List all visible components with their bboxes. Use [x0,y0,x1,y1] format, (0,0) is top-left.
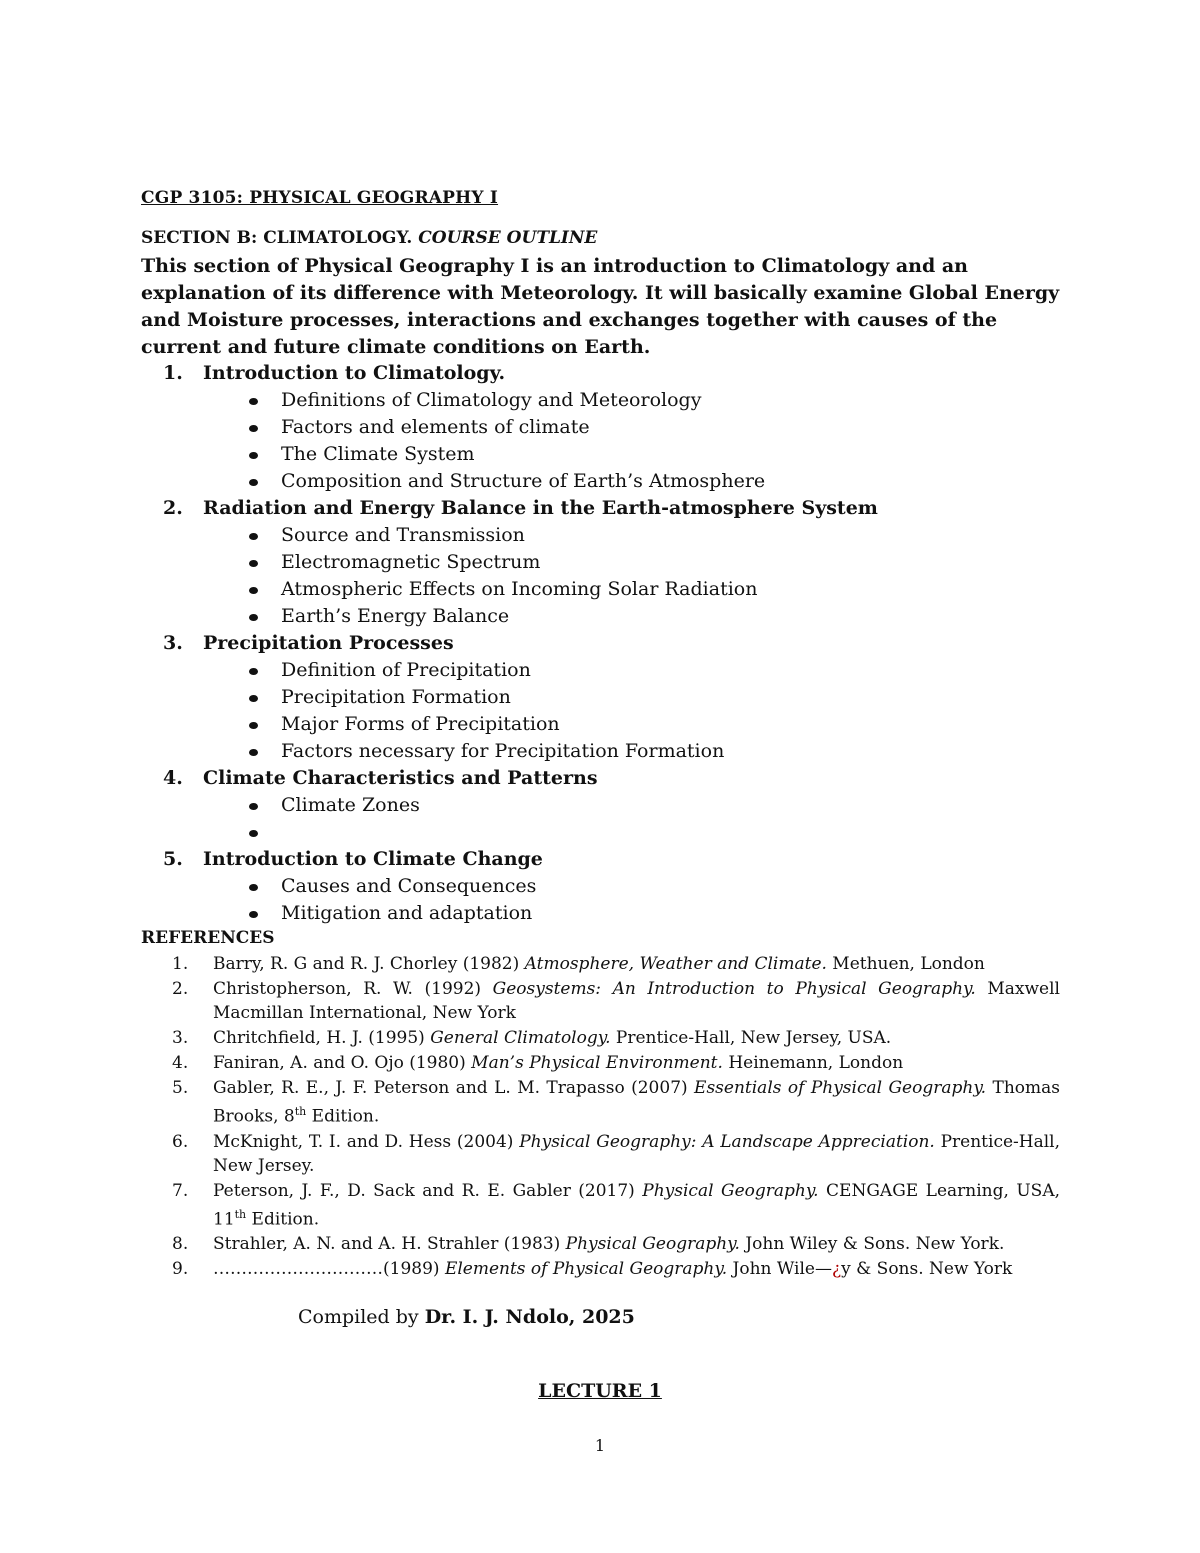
reference-authors: Gabler, R. E., J. F. Peterson and L. M. Trapasso (2007) [213,1078,695,1098]
bullet-item [163,576,1063,603]
bullet-item [163,549,1063,576]
topic-heading [163,765,1063,792]
bullet-item [163,684,1063,711]
reference-title: Physical Geography. [642,1180,819,1201]
reference-publisher: Prentice-Hall, New Jersey, USA. [610,1028,892,1048]
topic-number: 3. [163,632,183,654]
reference-text [213,952,1060,976]
bullet-list [163,522,1063,630]
bullet-item [163,522,1063,549]
bullet-dot-icon [249,911,258,918]
bullet-dot-icon [249,830,258,837]
reference-text [213,1026,1060,1050]
bullet-item [163,819,1063,846]
bullet-dot-icon [249,425,258,432]
topic-title: Climate Characteristics and Patterns [203,767,598,789]
reference-text [213,1051,1060,1075]
section-label: SECTION B: CLIMATOLOGY. [141,228,419,248]
bullet-item [163,414,1063,441]
bullet-dot-icon [249,614,258,621]
reference-number: 2. [172,979,189,999]
lecture-heading: LECTURE 1 [538,1380,662,1402]
topic-item [163,360,1063,495]
reference-item [172,1076,1060,1129]
reference-tail: Edition. [246,1209,320,1230]
topic-heading [163,495,1063,522]
bullet-text: Source and Transmission [281,524,525,546]
bullet-item [163,657,1063,684]
page-number: 1 [594,1436,606,1455]
reference-superscript: th [294,1105,307,1118]
reference-publisher: Thomas Brooks, 8 [213,1078,1060,1127]
reference-number: 7. [172,1180,189,1201]
reference-publisher: CENGAGE Learning, USA, 11 [213,1180,1060,1230]
topic-number: 2. [163,497,183,519]
bullet-text: Climate Zones [281,794,420,816]
topic-item [163,846,1063,927]
reference-authors: Faniran, A. and O. Ojo (1980) [213,1053,472,1073]
reference-publisher: John Wiley & Sons. New York. [739,1234,1005,1255]
bullet-dot-icon [249,560,258,567]
topic-number: 1. [163,362,183,384]
reference-text [213,1179,1060,1232]
bullet-dot-icon [249,587,258,594]
reference-text [213,977,1060,1025]
reference-number: 9. [172,1259,189,1280]
bullet-dot-icon [249,398,258,405]
reference-authors: Christopherson, R. W. (1992) [213,979,493,999]
topic-item [163,630,1063,765]
bullet-text: Atmospheric Effects on Incoming Solar Radiation [281,578,758,600]
bullet-list [163,873,1063,927]
topic-heading [163,630,1063,657]
bullet-text: Causes and Consequences [281,875,537,897]
compiled-prefix: Compiled by [298,1306,425,1328]
reference-title: Physical Geography: A Landscape Appreciation. [519,1131,935,1152]
reference-text [213,1130,1060,1178]
reference-item [172,1232,1060,1256]
bullet-list [163,657,1063,765]
bullet-item [163,711,1063,738]
reference-tail: Edition. [306,1106,380,1127]
topic-title: Precipitation Processes [203,632,454,654]
reference-item [172,1026,1060,1050]
reference-glyph: ¿ [832,1259,842,1280]
references-heading: REFERENCES [141,928,275,948]
bullet-dot-icon [249,722,258,729]
reference-title: Geosystems: An Introduction to Physical Geography. [492,979,976,999]
bullet-dot-icon [249,479,258,486]
section-italic: COURSE OUTLINE [418,228,598,248]
bullet-item [163,603,1063,630]
reference-superscript: th [234,1207,247,1221]
bullet-text: Precipitation Formation [281,686,511,708]
bullet-dot-icon [249,803,258,810]
reference-authors: McKnight, T. I. and D. Hess (2004) [213,1131,520,1152]
reference-item [172,1257,1060,1281]
topic-title: Introduction to Climate Change [203,848,543,870]
bullet-text: Definition of Precipitation [281,659,531,681]
reference-authors: Barry, R. G and R. J. Chorley (1982) [213,954,525,974]
reference-title: Elements of Physical Geography. [444,1259,728,1280]
reference-title: Essentials of Physical Geography. [694,1078,987,1098]
reference-publisher: Heinemann, London [722,1053,904,1073]
reference-number: 1. [172,954,189,974]
reference-authors: …………………………(1989) [213,1259,445,1280]
topic-item [163,495,1063,630]
topic-title: Introduction to Climatology. [203,362,506,384]
bullet-text: Factors necessary for Precipitation Formation [281,740,725,762]
bullet-item [163,900,1063,927]
reference-item [172,1130,1060,1178]
topic-title: Radiation and Energy Balance in the Earth-atmosphere System [203,497,878,519]
bullet-text: The Climate System [281,443,475,465]
reference-item [172,977,1060,1025]
reference-text [213,1232,1060,1256]
compiled-author: Dr. I. J. Ndolo, 2025 [424,1306,635,1328]
bullet-text: Composition and Structure of Earth’s Atmosphere [281,470,766,492]
bullet-dot-icon [249,695,258,702]
reference-number: 4. [172,1053,189,1073]
section-heading [141,228,597,248]
bullet-list [163,792,1063,846]
topic-heading [163,360,1063,387]
bullet-text: Major Forms of Precipitation [281,713,560,735]
reference-number: 5. [172,1078,189,1098]
bullet-dot-icon [249,452,258,459]
bullet-item [163,873,1063,900]
reference-text [213,1257,1060,1281]
bullet-item [163,792,1063,819]
topic-number: 4. [163,767,183,789]
bullet-text: Mitigation and adaptation [281,902,533,924]
reference-title: Man’s Physical Environment. [471,1053,723,1073]
reference-title: Physical Geography. [565,1234,740,1255]
reference-number: 6. [172,1131,189,1152]
bullet-dot-icon [249,884,258,891]
bullet-text: Factors and elements of climate [281,416,590,438]
reference-title: General Climatology. [430,1028,611,1048]
reference-number: 8. [172,1234,189,1255]
intro-paragraph: This section of Physical Geography I is an introduction to Climatology and an explanation of its difference with Meteorology. It will basically examine Global Energy and Moisture processes, interactions and exchanges together with causes of the current and future climate conditions on Earth. [141,255,1060,358]
reference-publisher: Methuen, London [826,954,985,974]
course-code-heading: CGP 3105: PHYSICAL GEOGRAPHY I [141,188,499,208]
bullet-text: Electromagnetic Spectrum [281,551,541,573]
topic-heading [163,846,1063,873]
bullet-dot-icon [249,749,258,756]
reference-number: 3. [172,1028,189,1048]
bullet-text: Earth’s Energy Balance [281,605,510,627]
reference-tail: y & Sons. New York [841,1259,1013,1280]
references-list [172,952,1060,1282]
reference-item [172,1179,1060,1232]
reference-authors: Peterson, J. F., D. Sack and R. E. Gabler (2017) [213,1180,643,1201]
bullet-item [163,387,1063,414]
bullet-text: Definitions of Climatology and Meteorology [281,389,702,411]
bullet-list [163,387,1063,495]
reference-authors: Strahler, A. N. and A. H. Strahler (1983) [213,1234,566,1255]
topic-number: 5. [163,848,183,870]
reference-title: Atmosphere, Weather and Climate. [524,954,827,974]
reference-publisher: Prentice-Hall, New Jersey. [213,1131,1061,1176]
reference-authors: Chritchfield, H. J. (1995) [213,1028,431,1048]
reference-publisher: John Wile— [727,1259,832,1280]
reference-text [213,1076,1060,1129]
topic-list [163,360,1063,927]
reference-item [172,952,1060,976]
bullet-item [163,468,1063,495]
bullet-dot-icon [249,668,258,675]
reference-publisher: Maxwell Macmillan International, New York [213,979,1060,1023]
reference-item [172,1051,1060,1075]
compiled-by [298,1306,635,1328]
topic-item [163,765,1063,846]
bullet-item [163,738,1063,765]
bullet-item [163,441,1063,468]
bullet-dot-icon [249,533,258,540]
